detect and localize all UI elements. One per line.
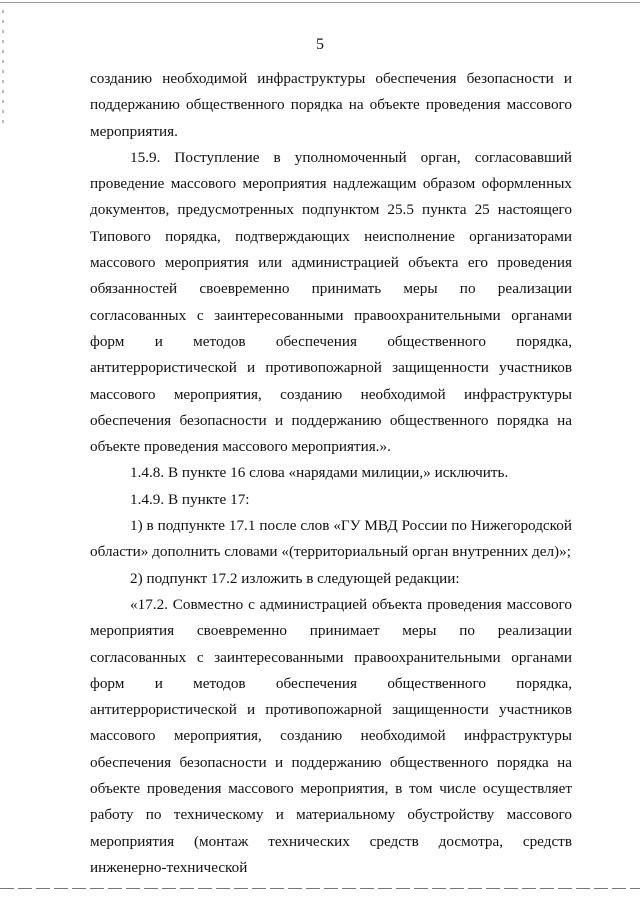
paragraph-17-2: «17.2. Совместно с администрацией объекта проведения массового мероприятия своевременно принимает меры по реализации согласованных с заинтересованными правоохранительными органами форм и методов обеспечения общественного порядка, антитеррористической и противопожарной защищенности участников массового мероприятия, созданию необходимой инфраструктуры обеспечения безопасности и поддержанию общественного порядка на объекте проведения массового мероприятия, в том числе осуществляет работу по техническому и материальному обустройству массового мероприятия (монтаж технических средств досмотра, средств инженерно-технической [90,595,572,876]
paragraph-item-2: 2) подпункт 17.2 изложить в следующей редакции: [130,569,460,587]
paragraph-15-9: 15.9. Поступление в уполномоченный орган, согласовавший проведение массового мероприятия надлежащим образом оформленных документов, предусмотренных подпунктом 25.5 пункта 25 настоящего Типового порядка, подтверждающих неисполнение организаторами массового мероприятия или администрацией объекта его проведения обязанностей своевременно принимать меры по реализации согласованных с заинтересованными правоохранительными органами форм и методов обеспечения общественного порядка, антитеррористической и противопожарной защищенности участников массового мероприятия, созданию необходимой инфраструктуры обеспечения безопасности и поддержанию общественного порядка на объекте проведения массового мероприятия.». [90,148,572,456]
page-number: 5 [316,36,324,53]
paragraph-1-4-9: 1.4.9. В пункте 17: [130,490,250,508]
paragraph-1-4-8: 1.4.8. В пункте 16 слова «нарядами милиции,» исключить. [130,464,509,482]
paragraph-item-1: 1) в подпункте 17.1 после слов «ГУ МВД России по Нижегородской области» дополнить словами «(территориальный орган внутренних дел)»; [90,517,572,561]
scan-edge-bottom [0,888,640,889]
paragraph-continuation: созданию необходимой инфраструктуры обеспечения безопасности и поддержанию общественного порядка на объекте проведения массового мероприятия. [90,70,572,140]
scan-margin-marks [2,10,4,130]
scan-edge-top [0,2,640,3]
document-body [90,66,572,881]
